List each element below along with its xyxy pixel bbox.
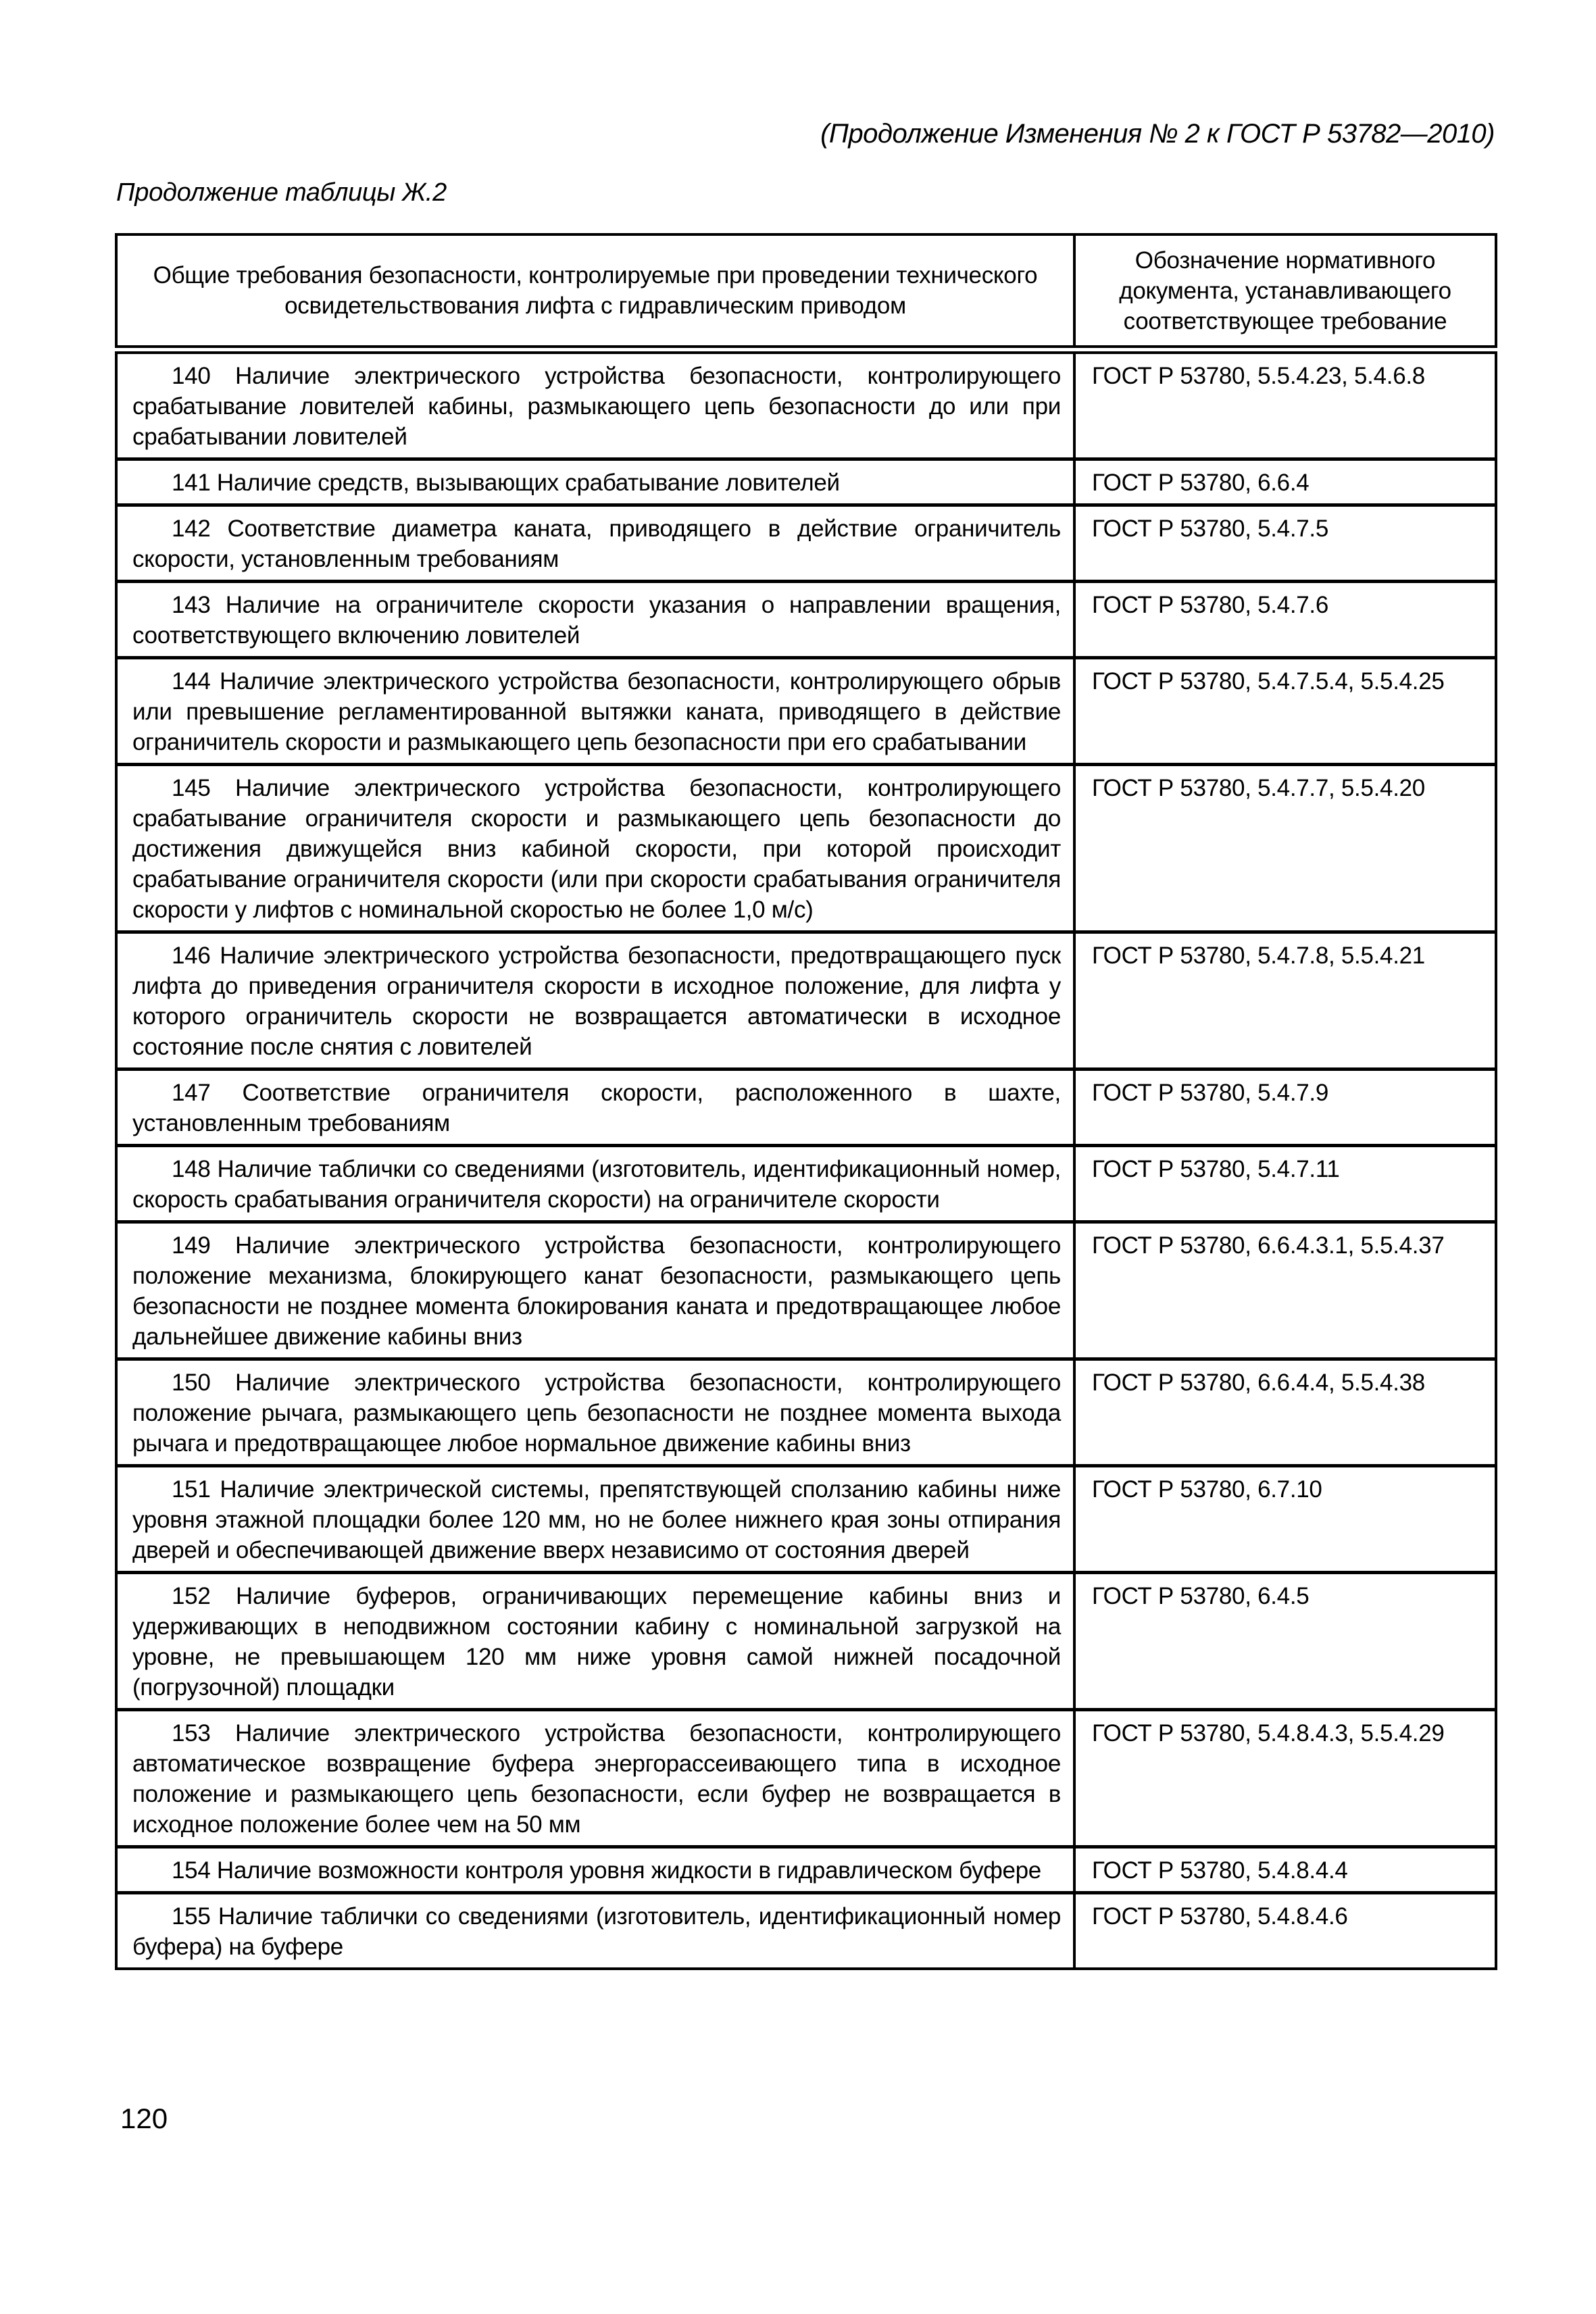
reference-cell: ГОСТ Р 53780, 5.4.7.11: [1074, 1146, 1496, 1222]
document-header-note: (Продолжение Изменения № 2 к ГОСТ Р 53782—2010): [820, 119, 1495, 149]
reference-cell: ГОСТ Р 53780, 6.6.4.3.1, 5.5.4.37: [1074, 1222, 1496, 1359]
reference-cell: ГОСТ Р 53780, 5.4.8.4.4: [1074, 1847, 1496, 1893]
requirement-cell: 154 Наличие возможности контроля уровня жидкости в гидравлическом буфере: [116, 1847, 1074, 1893]
table-row-152: [116, 1573, 1496, 1710]
reference-cell: ГОСТ Р 53780, 5.4.7.5: [1074, 505, 1496, 582]
table-row-154: [116, 1847, 1496, 1893]
table-row-144: [116, 658, 1496, 765]
table-row-148: [116, 1146, 1496, 1222]
table-row-140: [116, 350, 1496, 459]
reference-cell: ГОСТ Р 53780, 5.4.7.9: [1074, 1070, 1496, 1146]
table-row-141: [116, 459, 1496, 505]
requirement-cell: 152 Наличие буферов, ограничивающих перемещение кабины вниз и удерживающих в неподвижном состоянии кабину с номинальной загрузкой на уровне, не превышающем 120 мм ниже уровня самой нижней посадочной (погрузочной) площадки: [116, 1573, 1074, 1710]
requirement-cell: 145 Наличие электрического устройства безопасности, контролирующего срабатывание ограничителя скорости и размыкающего цепь безопасности до достижения движущейся вниз кабиной скорости, при которой происходит срабатывание ограничителя скорости (или при скорости срабатывания ограничителя скорости у лифтов с номинальной скоростью не более 1,0 м/с): [116, 765, 1074, 932]
table-header: [116, 234, 1496, 350]
reference-cell: ГОСТ Р 53780, 5.4.7.6: [1074, 582, 1496, 658]
table-row-146: [116, 932, 1496, 1070]
reference-cell: ГОСТ Р 53780, 5.4.7.8, 5.5.4.21: [1074, 932, 1496, 1070]
requirement-cell: 151 Наличие электрической системы, препятствующей сползанию кабины ниже уровня этажной площадки более 120 мм, но не более нижнего края зоны отпирания дверей и обеспечивающей движение вверх независимо от состояния дверей: [116, 1466, 1074, 1573]
requirement-cell: 146 Наличие электрического устройства безопасности, предотвращающего пуск лифта до приведения ограничителя скорости в исходное положение, для лифта у которого ограничитель скорости не возвращается автоматически в исходное состояние после снятия с ловителей: [116, 932, 1074, 1070]
requirement-cell: 150 Наличие электрического устройства безопасности, контролирующего положение рычага, размыкающего цепь безопасности не позднее момента выхода рычага и предотвращающее любое нормальное движение кабины вниз: [116, 1359, 1074, 1466]
reference-cell: ГОСТ Р 53780, 6.6.4.4, 5.5.4.38: [1074, 1359, 1496, 1466]
table-row-151: [116, 1466, 1496, 1573]
table-row-145: [116, 765, 1496, 932]
table-row-147: [116, 1070, 1496, 1146]
requirement-cell: 142 Соответствие диаметра каната, приводящего в действие ограничитель скорости, установленным требованиям: [116, 505, 1074, 582]
table-row-153: [116, 1710, 1496, 1847]
requirements-table: [115, 233, 1497, 1970]
header-row: [116, 234, 1496, 350]
table-row-149: [116, 1222, 1496, 1359]
reference-cell: ГОСТ Р 53780, 5.4.7.5.4, 5.5.4.25: [1074, 658, 1496, 765]
requirement-cell: 143 Наличие на ограничителе скорости указания о направлении вращения, соответствующего включению ловителей: [116, 582, 1074, 658]
requirement-cell: 148 Наличие таблички со сведениями (изготовитель, идентификационный номер, скорость срабатывания ограничителя скорости) на ограничителе скорости: [116, 1146, 1074, 1222]
requirement-cell: 153 Наличие электрического устройства безопасности, контролирующего автоматическое возвращение буфера энергорассеивающего типа в исходное положение и размыкающего цепь безопасности, если буфер не возвращается в исходное положение более чем на 50 мм: [116, 1710, 1074, 1847]
requirement-cell: 144 Наличие электрического устройства безопасности, контролирующего обрыв или превышение регламентированной вытяжки каната, приводящего в действие ограничитель скорости и размыкающего цепь безопасности при его срабатывании: [116, 658, 1074, 765]
reference-cell: ГОСТ Р 53780, 5.4.7.7, 5.5.4.20: [1074, 765, 1496, 932]
reference-cell: ГОСТ Р 53780, 5.4.8.4.6: [1074, 1893, 1496, 1969]
requirement-cell: 155 Наличие таблички со сведениями (изготовитель, идентификационный номер буфера) на буфере: [116, 1893, 1074, 1969]
reference-cell: ГОСТ Р 53780, 5.4.8.4.3, 5.5.4.29: [1074, 1710, 1496, 1847]
requirement-cell: 141 Наличие средств, вызывающих срабатывание ловителей: [116, 459, 1074, 505]
reference-cell: ГОСТ Р 53780, 6.4.5: [1074, 1573, 1496, 1710]
table-row-150: [116, 1359, 1496, 1466]
table-row-142: [116, 505, 1496, 582]
reference-cell: ГОСТ Р 53780, 6.7.10: [1074, 1466, 1496, 1573]
page-number: 120: [120, 2103, 168, 2134]
table-row-155: [116, 1893, 1496, 1969]
reference-cell: ГОСТ Р 53780, 6.6.4: [1074, 459, 1496, 505]
requirement-cell: 140 Наличие электрического устройства безопасности, контролирующего срабатывание ловителей кабины, размыкающего цепь безопасности до или при срабатывании ловителей: [132, 363, 1061, 450]
column-header-requirement: Общие требования безопасности, контролируемые при проведении технического освидетельствования лифта с гидравлическим приводом: [116, 234, 1074, 350]
reference-cell: ГОСТ Р 53780, 5.5.4.23, 5.4.6.8: [1074, 350, 1496, 459]
requirement-cell: 147 Соответствие ограничителя скорости, расположенного в шахте, установленным требованиям: [116, 1070, 1074, 1146]
column-header-reference: Обозначение нормативного документа, устанавливающего соответствующее требование: [1074, 234, 1496, 350]
table-caption: Продолжение таблицы Ж.2: [116, 178, 447, 207]
table-body: [116, 350, 1496, 1969]
table-row-143: [116, 582, 1496, 658]
requirement-cell: 149 Наличие электрического устройства безопасности, контролирующего положение механизма, блокирующего канат безопасности, размыкающего цепь безопасности не позднее момента блокирования каната и предотвращающее любое дальнейшее движение кабины вниз: [116, 1222, 1074, 1359]
